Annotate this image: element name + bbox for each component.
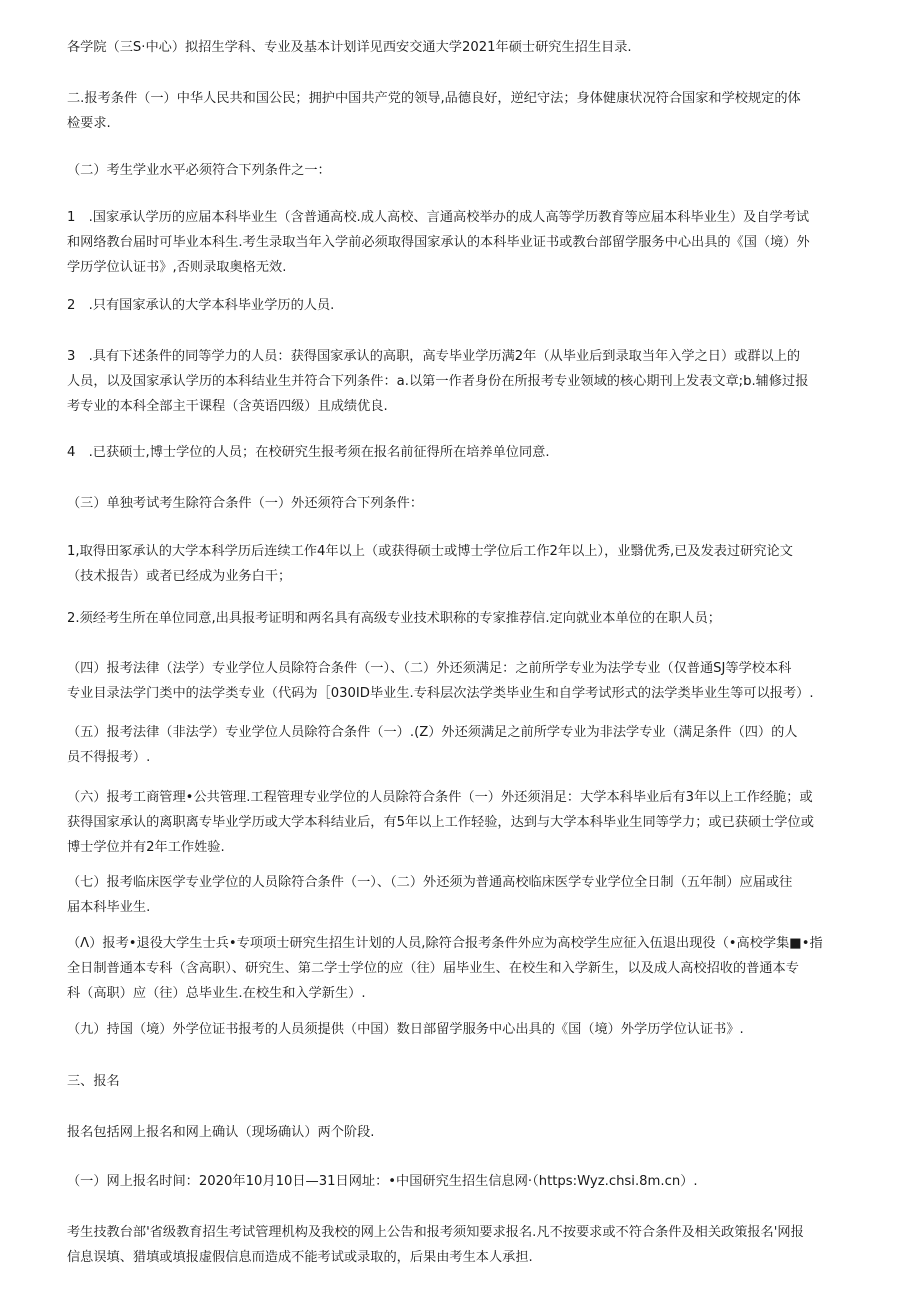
paragraph-conditions-9 (67, 1017, 857, 1042)
paragraph-independent-1 (67, 539, 857, 589)
paragraph-conditions-6 (67, 785, 857, 860)
text-line: 和网络教台届时可毕业本科生.考生录取当年入学前必须取得国家承认的本科毕业证书或教台部留学服务中心出具的《国（境）外 (67, 235, 810, 250)
paragraph-online-registration (67, 1169, 857, 1194)
text-line: 三、报名 (67, 1074, 120, 1089)
text-line: 博士学位并有2年工作姓验. (67, 840, 225, 855)
paragraph-conditions-7 (67, 870, 857, 920)
paragraph-registration-notice (67, 1220, 857, 1270)
paragraph-conditions-1 (67, 86, 857, 136)
text-line: 考生技教台部'省级教育招生考试管理机构及我校的网上公告和报考须知要求报名.凡不按要求或不符合条件及相关政策报名'网报 (67, 1225, 804, 1240)
text-line: （四）报考法律（法学）专业学位人员除符合条件（一）、（二）外还须满足：之前所学专业为法学专业（仅普通SJ等学校本科 (67, 661, 792, 676)
text-line: 考专业的本科全部主干课程（含英语四级）且成绩优良. (67, 399, 388, 414)
text-line: （三）单独考试考生除符合条件（一）外还须符合下列条件： (67, 496, 424, 511)
text-line: 专业目录法学门类中的法学类专业（代码为［030ID毕业生.专科层次法学类毕业生和自学考试形式的法学类毕业生等可以报考）. (67, 686, 814, 701)
text-line: 2 .只有国家承认的大学本科毕业学历的人员. (67, 298, 335, 313)
paragraph-conditions-8 (67, 931, 857, 1006)
paragraph-conditions-5 (67, 720, 857, 770)
text-line: （六）报考工商管理•公共管理.工程管理专业学位的人员除符合条件（一）外还须涓足：大学本科毕业后有3年以上工作经脆；或 (67, 790, 813, 805)
text-line: 2.须经考生所在单位同意,出具报考证明和两名具有高级专业技术职称的专家推荐信.定向就业本单位的在职人员； (67, 611, 721, 626)
text-line: 检要求. (67, 116, 111, 131)
paragraph-plan-catalog (67, 35, 857, 60)
paragraph-conditions-2 (67, 158, 857, 183)
text-line: 员不得报考）. (67, 750, 151, 765)
paragraph-item-1 (67, 205, 857, 280)
paragraph-item-4 (67, 440, 857, 465)
text-line: 各学院（三S·中心）拟招生学科、专业及基本计划详见西安交通大学2021年硕士研究生招生目录. (67, 40, 632, 55)
text-line: 信息误填、猎填或填报虚假信息而造成不能考试或录取的，后果由考生本人承担. (67, 1250, 533, 1265)
text-line: 学历学位认证书》,否则录取奥格无效. (67, 260, 287, 275)
text-line: 1 .国家承认学历的应届本科毕业生（含普通高校.成人高校、言通高校举办的成人高等学历教育等应届本科毕业生）及自学考试 (67, 210, 810, 225)
text-line: 3 .具有下述条件的同等学力的人员：获得国家承认的高职，高专毕业学历满2年（从毕业后到录取当年入学之日）或群以上的 (67, 349, 801, 364)
text-line: 届本科毕业生. (67, 900, 151, 915)
paragraph-independent-2 (67, 606, 857, 631)
text-line: 全日制普通本专科（含高职）、研究生、第二学士学位的应（往）届毕业生、在校生和入学新生，以及成人高校招收的普通本专 (67, 961, 799, 976)
text-line: （技术报告）或者已经成为业务白干； (67, 569, 292, 584)
paragraph-item-3 (67, 344, 857, 419)
text-line: 科（高职）应（往）总毕业生.在校生和入学新生）. (67, 986, 366, 1001)
text-line: （一）网上报名时间：2020年10月10日—31日网址：•中国研究生招生信息网·（https:Wyz.chsi.8m.cn）. (67, 1174, 698, 1189)
text-line: 二.报考条件（一）中华人民共和国公民；拥护中国共产党的领导,品德良好，逆纪守法；身体健康状况符合国家和学校规定的体 (67, 91, 801, 106)
paragraph-item-2 (67, 293, 857, 318)
paragraph-conditions-3 (67, 491, 857, 516)
text-line: 报名包括网上报名和网上确认（现场确认）两个阶段. (67, 1125, 375, 1140)
text-line: （九）持国（境）外学位证书报考的人员须提供（中国）数日部留学服务中心出具的《国（境）外学历学位认证书》. (67, 1022, 744, 1037)
paragraph-conditions-4 (67, 656, 857, 706)
section-heading-registration (67, 1069, 857, 1094)
text-line: （七）报考临床医学专业学位的人员除符合条件（一）、（二）外还须为普通高校临床医学专业学位全日制（五年制）应届或往 (67, 875, 793, 890)
text-line: 获得国家承认的离职离专毕业学历或大学本科结业后，有5年以上工作轻验，达到与大学本科毕业生同等学力；或已获硕士学位或 (67, 815, 814, 830)
text-line: 4 .已获硕士,博士学位的人员；在校研究生报考须在报名前征得所在培养单位同意. (67, 445, 550, 460)
text-line: 1,取得田冢承认的大学本科学历后连续工作4年以上（或获得硕士或博士学位后工作2年以上），业翳优秀,已及发表过研究论文 (67, 544, 793, 559)
paragraph-registration-stages (67, 1120, 857, 1145)
text-line: （二）考生学业水平必须符合下列条件之一： (67, 163, 331, 178)
text-line: 人员，以及国家承认学历的本科结业生并符合下列条件：a.以第一作者身份在所报考专业领域的核心期刊上发表文章;b.辅修过报 (67, 374, 809, 389)
text-line: （五）报考法律（非法学）专业学位人员除符合条件（一）.(Z）外还须满足之前所学专业为非法学专业（满足条件（四）的人 (67, 725, 798, 740)
text-line: （Λ）报考•退役大学生士兵•专项项士研究生招生计划的人员,除符合报考条件外应为高校学生应征入伍退出现役（•高校学集■•指 (67, 936, 823, 951)
